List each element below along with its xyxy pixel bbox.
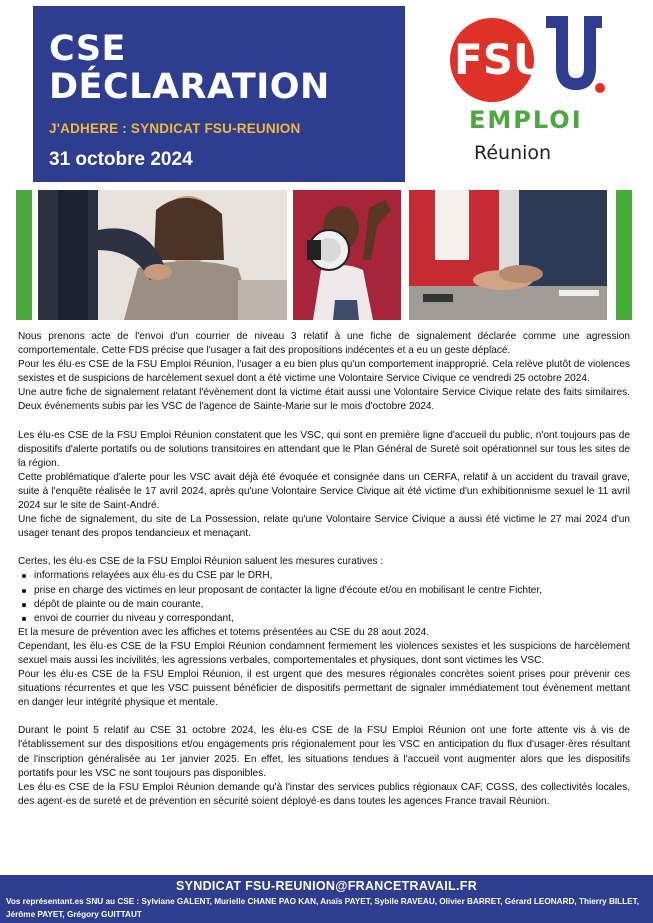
logo-mark: FSU	[454, 35, 548, 84]
fsu-emploi-logo	[434, 8, 614, 178]
green-accent-bar-right	[616, 190, 632, 320]
footer-banner	[0, 875, 653, 923]
paragraph: Les élu·es CSE de la FSU Emploi Réunion demande qu'à l'instar des services publics régionaux CAF, CGSS, des collectivités locales, des agent·es de sureté et de prévention en sécurité soient déployé·es dans toutes les agences France travail Réunion.	[18, 781, 630, 807]
paragraph: Cette problématique d'alerte pour les VSC avait déjà été évoquée et consignée dans un CERFA, relatif à un accident du travail grave, suite à l'enquête réalisée le 17 avril 2024, après qu'une Volontaire Service Civique ait été victime d'un exhibitionnisme sexuel le 11 avril 2024 sur le site de Saint-André.	[18, 471, 630, 512]
page-title-line1: CSE	[49, 29, 126, 69]
paragraph: Les élu·es CSE de la FSU Emploi Réunion constatent que les VSC, qui sont en première ligne d'accueil du public, n'ont toujours pas de dispositifs d'alerte portatifs ou de solutions transitoires en attendant que le Plan Général de Sureté soit opérationnel sur tous les sites de la région.	[18, 429, 630, 469]
paragraph: Durant le point 5 relatif au CSE 31 octobre 2024, les élu·es CSE de la FSU Emploi Réunion ont une forte attente vis à vis de l'établissement sur des dispositions et/ou engagements pris régionalement pour les VSC en anticipation du flux d'usager·ères résultant de l'inscription généralisée au 1er janvier 2025. En effet, les situations tendues à l'accueil vont augmenter alors que les dispositifs portatifs pour les VSC ne sont toujours pas disponibles.	[18, 725, 630, 779]
paragraph: Et la mesure de prévention avec les affiches et totems présentées au CSE du 28 aout 2024.	[18, 626, 430, 638]
hand-on-hand-office-photo	[409, 190, 607, 320]
paragraph: Une autre fiche de signalement relatant l'évènement dont la victime était aussi une Volontaire Service Civique relate des faits similaires. Deux événements subis par les VSC de l'agence de Sainte-Marie sur le mois d'octobre 2024.	[18, 387, 630, 413]
green-accent-bar-left	[16, 190, 32, 320]
fsu-logo-icon	[434, 8, 614, 108]
logo-word: EMPLOI	[469, 106, 583, 134]
contact-email: SYNDICAT FSU-REUNION@FRANCETRAVAIL.FR	[175, 879, 478, 893]
page-subtitle: J'ADHERE : SYNDICAT FSU-REUNION	[49, 121, 301, 136]
paragraph: Pour les élu·es CSE de la FSU Emploi Réunion, l'usager a eu bien plus qu'un comportement inapproprié. Cela relève plutôt de violences sexistes et de suspicions de harcèlement sexuel dont a été victime une Volontaire Service Civique ce vendredi 25 octobre 2024.	[18, 359, 630, 385]
paragraph: Une fiche de signalement, du site de La Possession, relate qu'une Volontaire Service Civique a aussi été victime le 27 mai 2024 d'un usager tenant des propos tendancieux et menaçant.	[18, 514, 630, 540]
megaphone-woman-photo	[293, 190, 401, 320]
representatives-list: Vos représentant.es SNU au CSE : Sylviane GALENT, Murielle CHANE PAO KAN, Anaïs PAYET, Sybile RAVEAU, Olivier BARRET, Gérard LEONARD, Thierry BILLET, Jérôme PAYET, Grégory GUITTAUT	[6, 897, 640, 919]
declaration-body	[18, 330, 630, 809]
paragraph: Cependant, les élu·es CSE de la FSU Emploi Réunion condamnent fermement les violences sexistes et les suspicions de harcèlement sexuel mais aussi les incivilités, les agressions verbales, comportementales et physiques, dont sont victimes les VSC.	[18, 640, 630, 666]
page-date: 31 octobre 2024	[49, 149, 193, 170]
logo-region: Réunion	[474, 142, 552, 164]
list-item: envoi de courrier du niveau y correspondant,	[18, 612, 630, 626]
page-title-line2: DÉCLARATION	[49, 67, 330, 107]
paragraph: Pour les élu·es CSE de la FSU Emploi Réunion, il est urgent que des mesures régionales concrètes soient prises pour prévenir ces situations récurrentes et que les VSC puissent bénéficier de dispositifs permettant de signaler immédiatement tout évènement mettant en danger leur intégrité physique et mentale.	[18, 669, 630, 709]
header-banner	[33, 6, 405, 182]
harassment-shoulder-photo	[38, 190, 287, 320]
paragraph: Nous prenons acte de l'envoi d'un courrier de niveau 3 relatif à une fiche de signalement déclarée comme une agression comportementale. Cette FDS précise que l'usager a fait des propositions indécentes et a eu un geste déplacé.	[18, 331, 630, 357]
list-item: prise en charge des victimes en leur proposant de contacter la ligne d'écoute et/ou en mobilisant le centre Fichter,	[18, 584, 630, 598]
curative-measures-list	[18, 569, 630, 625]
list-item: informations relayées aux élu·es du CSE par le DRH,	[18, 569, 630, 583]
paragraph: Certes, les élu·es CSE de la FSU Emploi Réunion saluent les mesures curatives :	[18, 556, 384, 568]
list-item: dépôt de plainte ou de main courante,	[18, 598, 630, 612]
